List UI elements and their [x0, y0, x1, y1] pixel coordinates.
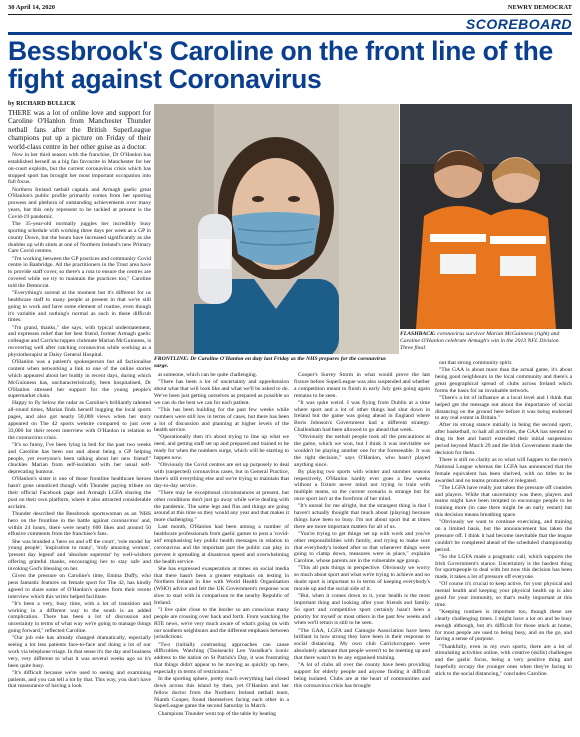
article-headline: Bessbrook's Caroline on the front line of the fight against Coronavirus	[8, 36, 553, 94]
article-paragraph: Cooper's Surrey Storm in what would prove the last fixture before SuperLeague was also suspended and whether a competition meant to finish in early July gets going again remains to be seen.	[294, 372, 430, 399]
article-paragraph: In the sporting sphere, pretty much everything had closed down across this island by then, yet O'Hanlon and her fellow doctor from the Northern Ireland netball team, Niamh Cooper, found themselves facing each other in a SuperLeague game the second Saturday in March.	[154, 676, 289, 710]
article-paragraph: She was branded a 'hero on and off the court', 'role model for young people', 'inspiration to many', 'truly amazing woman', 'present day legend' and 'absolute superstar' by well-wishers offering grateful thanks, encouraging her to stay safe and invoking God's blessing on her.	[8, 538, 151, 572]
byline-name: RICHARD BULLICK	[16, 100, 76, 107]
article-paragraph: "I'm working between the GP practices and community Covid centre in Banbridge. All the practitioners in the Trust area have to provide staff cover, so there's a rota to ensure the centres are covered while we try to maintain the practices too," Caroline told the Democrat.	[8, 255, 151, 289]
caption-2-text: coronavirus survivor Marian McGuinness (right) and Caroline O'Hanlon celebrate Armagh's win in the 2013 NFL Division Three final.	[400, 331, 560, 351]
article-paragraph: "Keeping routines is important too, though these are clearly challenging times. I might have a lot on and be busy enough although, but it's difficult for those stuck at home, for most people are used to being busy, and on the go, and having a sense of purpose.	[435, 609, 572, 643]
article-paragraph: Thunder described the Bessbrook sportswoman as an 'NHS hero on the frontline in the battle against coronavirus' and, within 24 hours, there were nearly 600 likes and around 50 effusive comments from the franchise's fans.	[8, 510, 151, 538]
article-paragraph: Northern Ireland netball captain and Armagh gaelic great O'Hanlon's public profile primarily comes from her sporting prowess and plethora of outstanding achievements over many years, but this only represent to be tackled at present is the Covid-19 pandemic.	[8, 186, 151, 220]
celebration-illustration	[400, 104, 572, 329]
article-paragraph: "Of course it's crucial to keep active, for your physical and mental health and keeping your physical health up is also good for your immunity, so that's really important at this time.	[435, 581, 572, 608]
byline-prefix: by	[8, 100, 15, 107]
article-paragraph: There is still no clarity as to what will happen to the men's National League whereas the LGFA has announced that the female equivalent has been shelved, with no titles to be awarded and no teams promoted or relegated.	[435, 457, 572, 484]
article-paragraph: Now in her third season with the franchise, Dr O'Hanlon has established herself as a big fan favourite in Manchester for her on-court exploits, but the current coronavirus crisis which has stopped sport has brought her most important occupation into full focus.	[8, 152, 151, 186]
article-paragraph: "The GAA, LGFA and Camogie Association have been brilliant in how strong they have been in their response to social distancing. My own club Carrickcruppen were absolutely adamant that people weren't to be meeting up and that there wasn't to be any organised training.	[294, 627, 430, 661]
article-paragraph: "Operationally then it's about trying to line up what we need, and getting staff set up and prepared and trained to be ready for when the numbers surge, which will be starting to happen now.	[154, 434, 289, 462]
article-paragraph: O'Hanlon's sister is one of those frontline healthcare heroes hasn't gone unnoticed though with Thunder paying tribute on their official Facebook page and Armagh LGFA sharing the post on their own platform, where it also attracted considerable acclaim.	[8, 476, 151, 510]
article-paragraph: "Thankfully, even in my own sports, there are a lot of stimulating activities online, with creative (skills) challenges and the gaelic focus, being a very positive thing and hopefully occupy the younger ones when they're facing to stick to the social distancing," concludes Caroline.	[435, 643, 572, 677]
article-paragraph: She has expressed exasperation at times on social media that there hasn't been a greater emphasis on testing in Northern Ireland in line with World Health Organisation (WHO) advice and felt the UK Government's response was slow to start with in comparison to the nearby Republic of Ireland.	[154, 565, 289, 606]
publication-name: NEWRY DEMOCRAT	[507, 4, 572, 11]
caption-2-label: FLASHBACK:	[400, 331, 436, 337]
page-date: 30 April 14, 2020	[8, 4, 55, 11]
doctor-illustration	[154, 104, 399, 354]
article-paragraph: Champions Thunder went top of the table by beating	[158, 710, 276, 717]
page-header-bar	[8, 4, 572, 14]
article-paragraph: THERE was a lot of online love and support for Caroline O'Hanlon from Manchester Thunder netball fans after the British SuperLeague champions put up a picture on Friday of their world-class centre in her other guise as a doctor.	[8, 109, 151, 151]
article-paragraph: "Obviously we want to continue exercising, and training on a limited basis, but the announcement has taken the pressure off. I think it had become inevitable that the league couldn't be completed ahead of the scheduled championship period.	[435, 519, 572, 553]
byline	[8, 100, 76, 107]
article-paragraph: Happy to fly below the radar as Caroline's brilliantly talented all-round times, Marian finds herself hugging the local sports pages, and also got nearly 50,000 views when her story appeared on The 42 sports website compared to just over 33,000 for their recent interview with O'Hanlon in relation to the coronavirus crisis.	[8, 400, 151, 441]
article-paragraph: "This has been building for the past few weeks while numbers were still low in terms of cases, but there has been a lot of discussion and planning at higher levels of the health service.	[154, 406, 289, 434]
article-paragraph: Given the pressure on Caroline's time, Emma Duffy, who pens fantastic features on female sport for The 42, has kindly agreed to share some of O'Hanlon's quotes from their recent interview which this writer helped facilitate.	[8, 573, 151, 600]
article-paragraph: "It was quite weird. I was flying from Dublin at a time where sport and a lot of other things had shut down in Ireland but the game was going ahead in England where Boris Johnson's Government had a different strategy. Challenham had been allowed to go ahead that week.	[294, 399, 430, 434]
article-paragraph: The 35-year-old normally juggles her incredibly busy sporting schedule with working three days per week as a GP in county Down, but the hours have increased significantly as she doubles up with stints at one of Northern Ireland's new Primary Care Covid centres.	[8, 221, 151, 255]
face-mask	[232, 212, 320, 265]
article-paragraph: at someone, which can be quite challenging.	[158, 372, 258, 378]
article-paragraph: out that strong community spirit.	[439, 360, 513, 366]
article-paragraph: "It's been a very, busy time, with a lot of transition and working in a different way to the south is an added complication. There has been a lot of discussion and uncertainty in terms of what way we're going to manage things going forward," reflected Caroline.	[8, 600, 151, 635]
article-paragraph: "There may be exceptional circumstances at present, but other conditions don't just go away while we're dealing with the pandemic. The same legs and flus and things are going around at this time so they would any year and that makes it more challenging."	[154, 489, 289, 524]
section-rule	[8, 32, 572, 35]
article-paragraph: "It's unreal for me alright, but the strangest thing is that I haven't actually thought that much about (playing) because things have been so busy. I'm not about sport but at times there are more important matters for all of us.	[294, 503, 430, 530]
article-paragraph: Last month, O'Hanlon had been among a number of healthcare professionals from gaelic games to post a 'covid-aid' emphasising key public health messages in relation to coronavirus and the important part the public can play in prevent it spreading at disastrous speed and overwhelming the health service.	[154, 524, 289, 565]
article-paragraph: "There's a lot of influence at a local level and I think that helped get the message out about the importance of social distancing on the ground here before it was being endorsed to any real extent in Britain."	[435, 394, 572, 422]
article-paragraph: "Obviously the netball people took all the precautions at the game, which we won, but I think it was inevitable we wouldn't be playing another one for the foreseeable. It was the right decision," says O'Hanlon, who hasn't played anything since.	[294, 434, 430, 468]
article-paragraph: "It's so funny, I've been lying in bed for the past two weeks and Caroline has been out and about being a GP helping people, yet everyone's been talking about her new friend!" chuckles Marian from self-isolation with her usual self-deprecating humour.	[8, 441, 151, 476]
caption-photo-2	[400, 331, 572, 351]
article-paragraph: "It's difficult because we're used to seeing and examining patients, and you can tell a lot by that. This way, you don't have that reassurance of having a look	[8, 669, 151, 690]
article-paragraph: "The GAA is about more than the actual game, it's about being good neighbours in the local community and there's a great geographical spread of clubs across Ireland which forms the basis for an invaluable network.	[435, 367, 572, 394]
header-rule	[8, 14, 572, 15]
article-paragraph: After its strong stance initially in being the second sport, after basketball, to halt all activities, the GAA has seemed to drag its feet and hasn't extended their initial suspension period beyond March 29 and the Irish Government made the decision for them.	[435, 422, 572, 456]
article-column-2	[154, 372, 289, 732]
article-paragraph: "The LGFA have really just taken the pressure off counties and players. While that uncertainty was there, players and teams might have been tempted to encourage people to be training more (in case there might be an early restart) but this decision means breathing space.	[435, 484, 572, 519]
article-paragraph: "Our job role has already changed dramatically, especially seeing a lot less patients face-to-face and doing a lot of our work via telephone triage. In that sense it's the day and business very, very different to what it was several weeks ago so it's been quite busy.	[8, 635, 151, 669]
article-paragraph: "But, when it comes down to it, your health is the most important thing and looking after your friends and family. So sport and competitive sport certainly hasn't been a priority for myself or most others in the past few weeks and when we'll return is still to be seen.	[294, 593, 430, 627]
article-paragraph: "So the LGFA made a pragmatic call, which supports the Irish Government's stance. Uncertainty is the hardest thing for sportspeople to deal with but now this decision has been made, it takes a lot of pressure off everyone.	[435, 553, 572, 581]
article-paragraph: By playing two sports with winter and summer seasons respectively, O'Hanlon hardly ever goes a few weeks without a fixture never mind not trying to train with multiple teams, so the current scenario is strange but for once sport isn't at the forefront of her mind.	[294, 468, 430, 503]
photo-celebration	[400, 104, 572, 329]
caption-1-text: Dr Caroline O'Hanlon on duty last Friday as the NHS prepares for the coronavirus surge.	[154, 356, 386, 369]
photo-doctor-mask	[154, 104, 399, 354]
article-paragraph: "I live quite close to the border so am conscious many people are crossing over back and forth. From watching the RTE news, we're very much aware of what's going on with our southern neighbours and the different emphasis between jurisdictions.	[154, 607, 289, 641]
article-paragraph: "Two (initially contrasting approaches can cause difficulties. Watching (Taoiseach) Leo Varadkar's iconic address to the nation on St Patrick's Day, it was frustrating that things didn't appear to be moving as quickly up here, especially in terms of restrictions."	[154, 641, 289, 675]
caption-1-label: FRONTLINE:	[154, 356, 189, 362]
article-paragraph: O'Hanlon was a patient's spokesperson but all factionalise content when networking a link to one of the online stories which appeared about her buddy in recent days, during which McGuinness has, uncharacteristically, been hospitalised, Dr O'Hanlon stressed her support for the young people's supermarket chain.	[8, 359, 151, 400]
article-column-1	[8, 109, 151, 731]
article-paragraph: "I'm grand, thanks," she says, with typical understatement, and expresses relief that her best friend, former Armagh gaelic colleague and Carrickcruppen clubmate Marian McGuinness, is recovering well after catching coronavirus while working as a physiotherapist at Daisy General Hospital.	[8, 324, 151, 358]
caption-photo-1	[154, 356, 399, 370]
article-paragraph: "Obviously the Covid centres are set up purposely to deal with (suspected) coronavirus cases, but in General Practice, there's still everything else and we're trying to maintain that day-to-day service.	[154, 462, 289, 489]
article-column-4	[435, 360, 572, 732]
article-paragraph: "This all puts things in perspective. Obviously we worry so much about sport and what we're trying to achieve and no doubt sport is important to in terms of keeping everybody's morale up and the social side of it.	[294, 565, 430, 592]
article-paragraph: "You're trying to get things set up with work and you've other responsibilities with family, and trying to make sure that everybody's looked after so that whenever things were going to clamp down, measures were in place," explains Caroline, whose parents are in the vulnerable age group.	[294, 530, 430, 565]
article-paragraph: "A lot of clubs all over the county have been providing support for elderly people and anyone finding it difficult being isolated. Clubs are at the heart of communities and this coronavirus crisis has brought	[294, 662, 430, 689]
section-title: SCOREBOARD	[465, 16, 572, 32]
article-paragraph: "There has been a lot of uncertainty and apprehension about what that will look like and what we'll be asked to do. We've been just getting ourselves as prepared as possible so we can do the best we can for each patient.	[154, 379, 289, 406]
article-column-3	[294, 372, 430, 732]
article-paragraph: "Everything's surreal at the moment but it's different for us healthcare staff to many people at present in that we're still going to work and have some element of routine, even though it's variable and nothing's normal as such in these difficult times.	[8, 290, 151, 324]
